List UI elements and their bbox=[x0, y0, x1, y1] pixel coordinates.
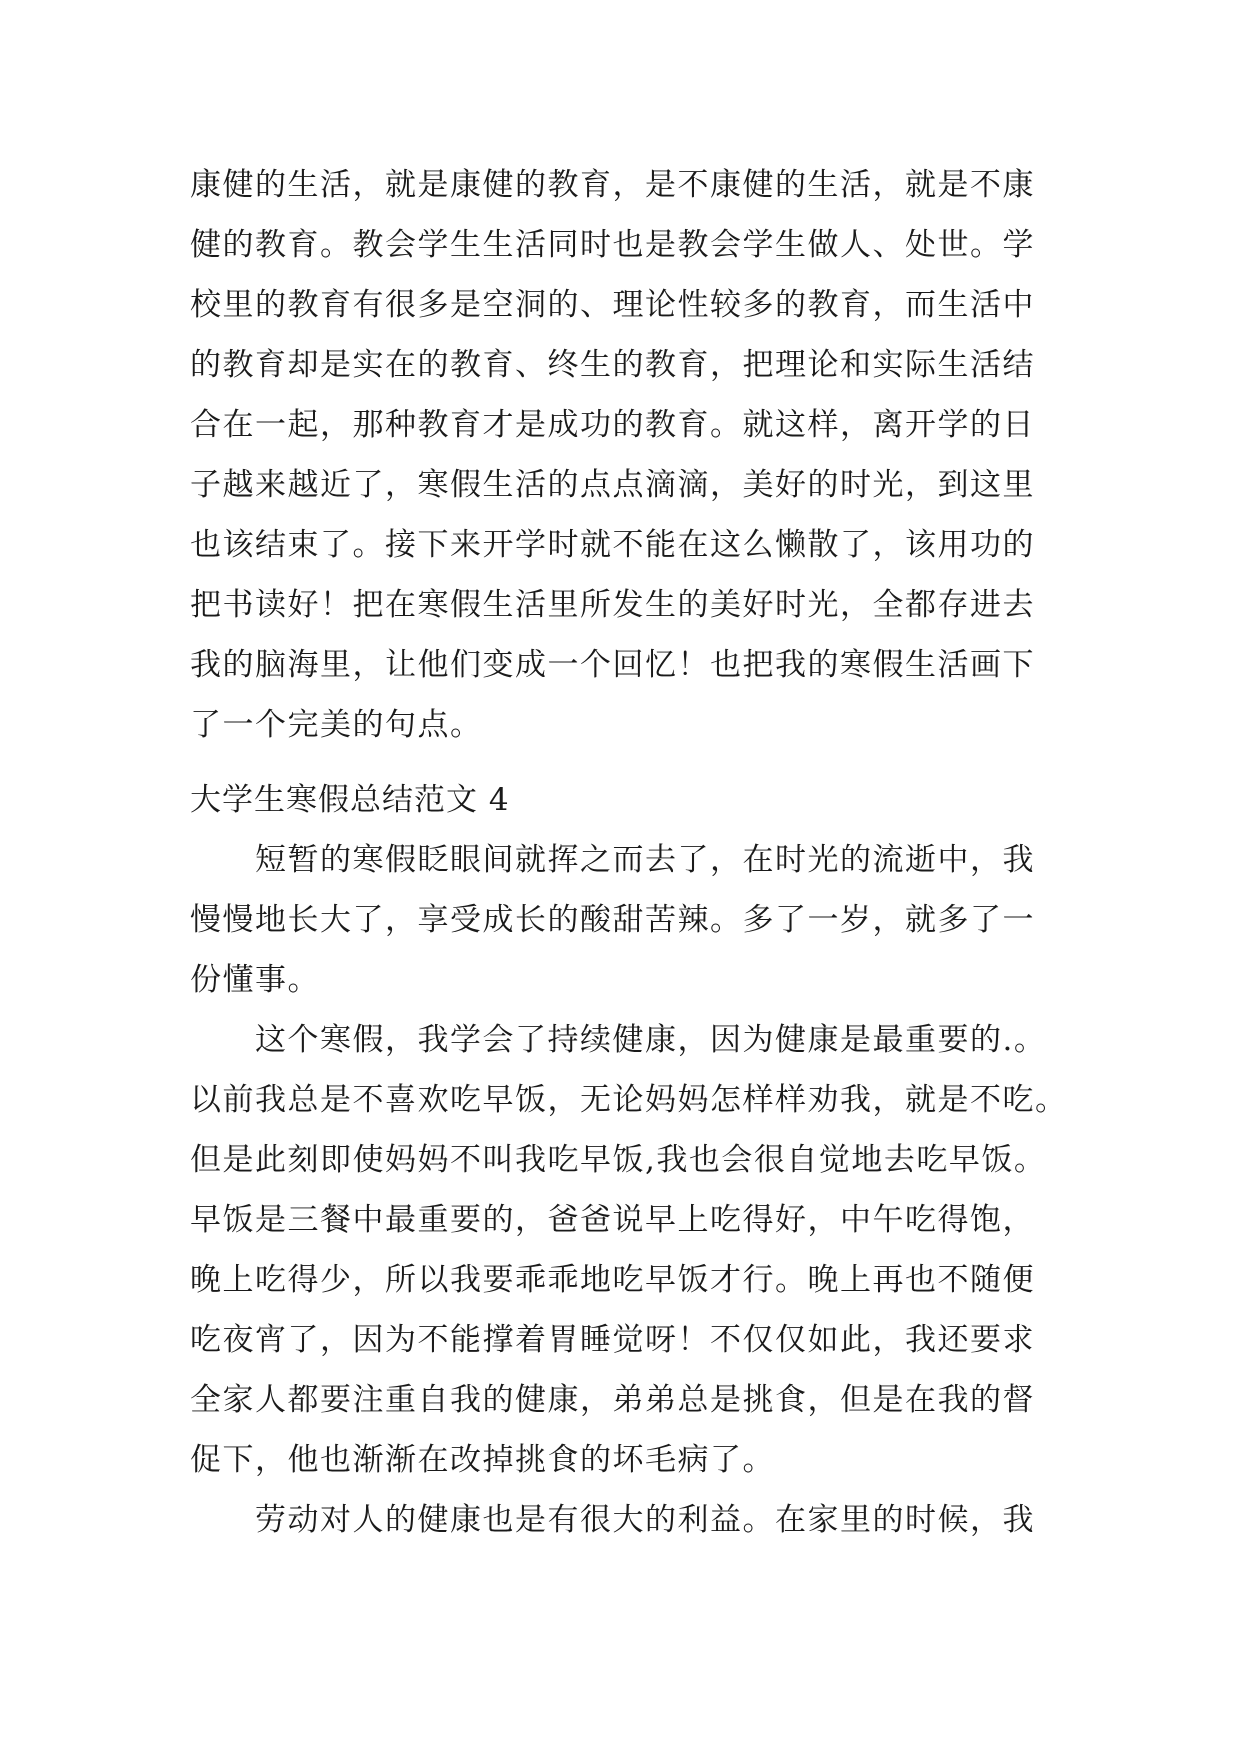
text-line: 健的教育。教会学生生活同时也是教会学生做人、处世。学 bbox=[190, 227, 1035, 263]
text-line: 我的脑海里，让他们变成一个回忆！也把我的寒假生活画下 bbox=[190, 647, 1035, 683]
text-line: 慢慢地长大了，享受成长的酸甜苦辣。多了一岁，就多了一 bbox=[190, 902, 1035, 938]
text-line: 早饭是三餐中最重要的，爸爸说早上吃得好，中午吃得饱， bbox=[190, 1202, 1035, 1238]
text-line: 子越来越近了，寒假生活的点点滴滴，美好的时光，到这里 bbox=[190, 467, 1035, 503]
section-heading: 大学生寒假总结范文 4 bbox=[190, 782, 510, 818]
text-line: 促下，他也渐渐在改掉挑食的坏毛病了。 bbox=[190, 1442, 775, 1478]
continuation-paragraph bbox=[190, 155, 1070, 755]
section-4 bbox=[190, 770, 1070, 1550]
text-line: 晚上吃得少，所以我要乖乖地吃早饭才行。晚上再也不随便 bbox=[190, 1262, 1035, 1298]
paragraph-3 bbox=[190, 1490, 1070, 1550]
text-line: 把书读好！把在寒假生活里所发生的美好时光，全都存进去 bbox=[190, 587, 1035, 623]
text-line: 合在一起，那种教育才是成功的教育。就这样，离开学的日 bbox=[190, 407, 1035, 443]
text-line: 份懂事。 bbox=[190, 962, 320, 998]
text-line: 以前我总是不喜欢吃早饭，无论妈妈怎样样劝我，就是不吃。 bbox=[190, 1082, 1068, 1118]
text-line: 全家人都要注重自我的健康，弟弟总是挑食，但是在我的督 bbox=[190, 1382, 1035, 1418]
text-line: 也该结束了。接下来开学时就不能在这么懒散了，该用功的 bbox=[190, 527, 1035, 563]
text-line: 康健的生活，就是康健的教育，是不康健的生活，就是不康 bbox=[190, 167, 1035, 203]
text-line: 但是此刻即使妈妈不叫我吃早饭,我也会很自觉地去吃早饭。 bbox=[190, 1142, 1047, 1178]
text-line: 短暂的寒假眨眼间就挥之而去了，在时光的流逝中，我 bbox=[190, 842, 1035, 878]
text-line: 了一个完美的句点。 bbox=[190, 707, 483, 743]
text-line: 这个寒假，我学会了持续健康，因为健康是最重要的.。 bbox=[190, 1022, 1047, 1058]
text-line: 劳动对人的健康也是有很大的利益。在家里的时候，我 bbox=[190, 1502, 1035, 1538]
text-line: 校里的教育有很多是空洞的、理论性较多的教育，而生活中 bbox=[190, 287, 1035, 323]
paragraph-2 bbox=[190, 1010, 1070, 1490]
paragraph-1 bbox=[190, 830, 1070, 1010]
text-line: 吃夜宵了，因为不能撑着胃睡觉呀！不仅仅如此，我还要求 bbox=[190, 1322, 1035, 1358]
text-line: 的教育却是实在的教育、终生的教育，把理论和实际生活结 bbox=[190, 347, 1035, 383]
